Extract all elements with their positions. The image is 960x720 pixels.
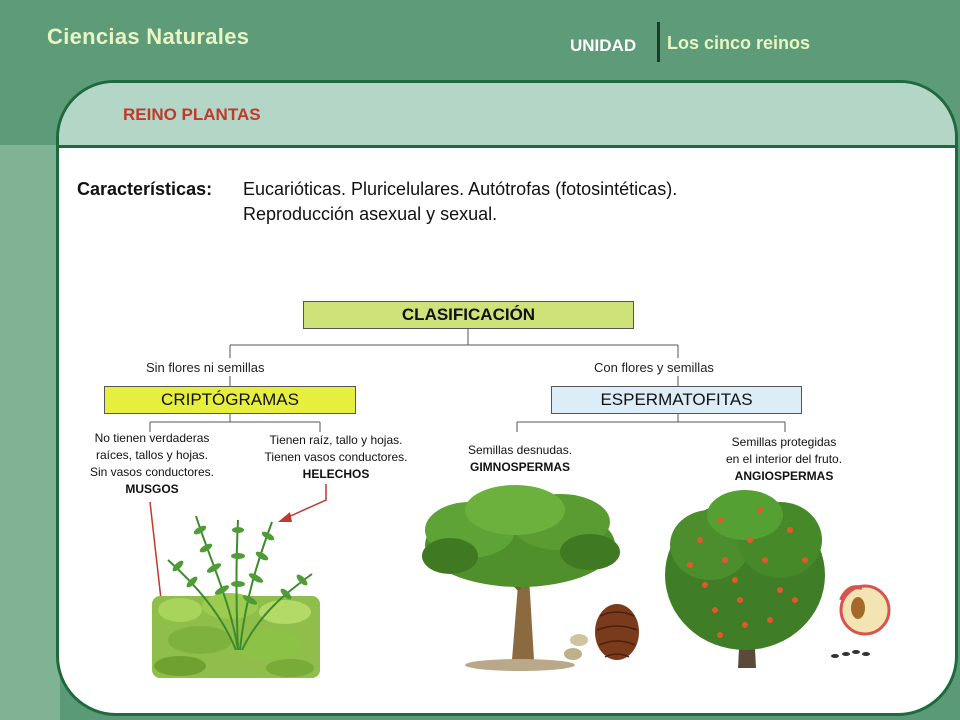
fruit-cross-section-illustration [841, 586, 889, 634]
arrow-helechos [278, 484, 326, 522]
section-title: REINO PLANTAS [123, 105, 261, 124]
fruit-dot [687, 562, 693, 568]
fruit-dot [722, 557, 728, 563]
characteristics-label: Características: [77, 179, 213, 199]
angiospermas-line-1: Semillas protegidas [731, 435, 837, 449]
fruit-dot [712, 607, 718, 613]
angiospermas-line-2: en el interior del fruto. [725, 452, 843, 466]
fruit-dot [717, 632, 723, 638]
fruit-dot [792, 597, 798, 603]
musgos-line-1: No tienen verdaderas [94, 431, 210, 445]
connector-lines [150, 329, 785, 432]
espermatofitas-label: ESPERMATOFITAS [600, 390, 753, 409]
seeds-illustration [564, 634, 588, 660]
characteristics-line-1: Eucarióticas. Pluricelulares. Autótrofas (fotosintéticas). [243, 179, 678, 199]
ground-seeds [831, 650, 870, 658]
helechos-line-1: Tienen raíz, tallo y hojas. [269, 433, 403, 447]
classification-label: CLASIFICACIÓN [401, 305, 536, 324]
gimnospermas-line-1: Semillas desnudas. [467, 443, 573, 457]
gimnospermas-description [452, 442, 588, 476]
left-branch-label: Sin flores ni semillas [146, 360, 265, 375]
pine-cone-illustration [595, 604, 639, 660]
angiospermas-description [708, 434, 860, 485]
musgos-line-3: Sin vasos conductores. [89, 465, 215, 479]
fruit-dot [767, 617, 773, 623]
fruit-dot [742, 622, 748, 628]
characteristics-line-2: Reproducción asexual y sexual. [243, 204, 498, 224]
helechos-name: HELECHOS [302, 467, 370, 481]
fruit-tree-illustration [665, 490, 825, 668]
fruit-dot [697, 537, 703, 543]
subject-title: Ciencias Naturales [47, 24, 250, 49]
helechos-description [246, 432, 426, 483]
espermatofitas-box [551, 386, 802, 414]
fruit-dot [732, 577, 738, 583]
angiospermas-name: ANGIOSPERMAS [734, 469, 834, 483]
helechos-line-2: Tienen vasos conductores. [264, 450, 408, 464]
musgos-description [76, 430, 228, 498]
gimnospermas-name: GIMNOSPERMAS [469, 460, 570, 474]
fruit-dot [777, 587, 783, 593]
fruit-dot [787, 527, 793, 533]
pine-tree-illustration [422, 485, 620, 671]
fruit-dot [757, 507, 763, 513]
musgos-name: MUSGOS [125, 482, 179, 496]
right-branch-label: Con flores y semillas [594, 360, 714, 375]
musgos-line-2: raíces, tallos y hojas. [95, 448, 209, 462]
unit-label: UNIDAD [570, 36, 637, 55]
fruit-dot [762, 557, 768, 563]
classification-box [303, 301, 634, 329]
fruit-dot [747, 537, 753, 543]
unit-title: Los cinco reinos [667, 33, 811, 53]
fruit-dot [802, 557, 808, 563]
criptogramas-label: CRIPTÓGRAMAS [161, 390, 299, 409]
fruit-dot [737, 597, 743, 603]
fruit-dot [702, 582, 708, 588]
criptogramas-box [104, 386, 356, 414]
fruit-dot [717, 517, 723, 523]
